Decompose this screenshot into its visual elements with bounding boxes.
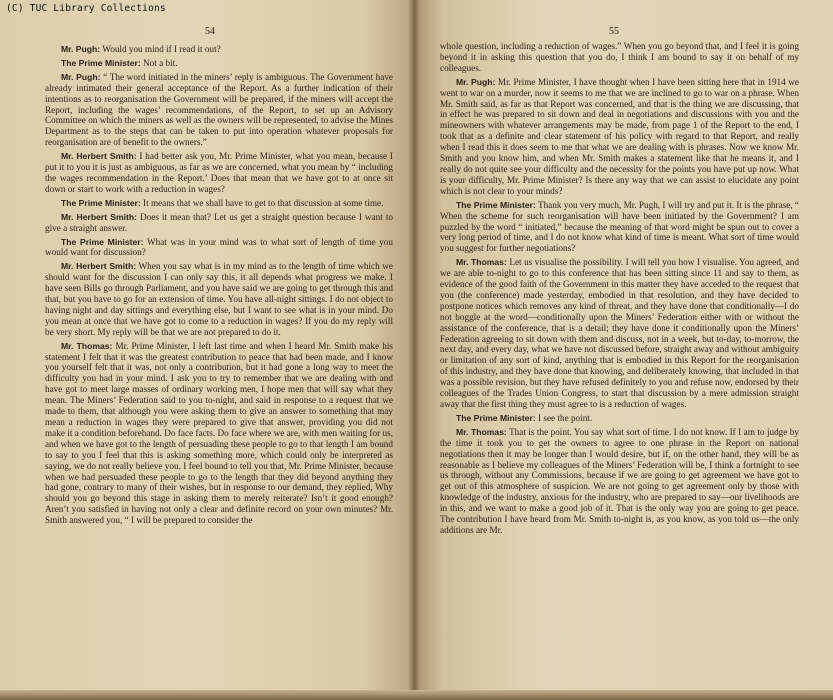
paragraph-text: Mr. Prime Minister, I left last time and when I heard Mr. Smith make his statement I felt that it was the greatest contribution to peace that had been made, and I know you yourself felt that it was, not only a contribution, but it had gone a long way to meet the difficulty you had in your mind. I ask you to try to remember that we are dealing with and have got to meet large masses of ordinary working men, I hope men that will say what they mean. The Miners’ Federation said to you to-night, and said in response to a request that we made to them, that although you were asking them to give an answer to something that may mean a reduction in wages they were prepared to give that answer, providing you did not make it a condition beforehand. Do face facts. Do face where we are, with men waiting for us, and when we have got to the length of persuading these people to go to that length I am bound to say to you I feel that this is asking something more, which could only be interpreted as saying, we do not really believe you. I feel bound to tell you that, Mr. Prime Minister, because when we had persuaded these people to go to the length that they did beyond anything they had gone, contrary to many of their wishes, but in response to our demand, they replied, Why should you go beyond this stage in asking them to merely reiterate? Isn’t it good enough? Aren’t you satisfied in having not only a clear and definite record on your own minutes? Mr. Smith answered you, “ I will be prepared to consider the [45,340,393,526]
speaker-name: Mr. Thomas: [456,257,507,268]
book-gutter [408,0,420,700]
paragraph-text: Not a bit. [140,57,178,68]
paragraph [440,200,799,255]
paragraph [45,44,393,55]
paragraph [440,413,799,424]
paragraph [440,427,799,536]
paragraph-text: Mr. Prime Minister, I have thought when I have been sitting here that in 1914 we went to war on a murder, now it seems to me that we are inclined to go to war on a phrase. When Mr. Smith said, as far as that Report was concerned, and that is the thing we are discussing, that in effect he was prepared to sit down and deal in negotiations and discussions with you and the mineowners with whatever arrangements may be made, from page 1 of the Report to the end, I took that as a definite and clear statement of his policy with regard to that Report, and really when I read this it does seem to me that what we are dealing with is phrases. Now we know Mr. Smith and you know him, and when Mr. Smith makes a statement like that he means it, and I really do not quite see your difficulty and the necessity for the points you have put up now. What is your difficulty, Mr. Prime Minister? Is there any way that we can assist to elucidate any point which is not clear to your minds? [440,76,799,196]
paragraph [45,261,393,337]
speaker-name: Mr. Thomas: [456,426,507,437]
page-bottom-edge [0,690,833,700]
speaker-name: Mr. Herbert Smith: [61,151,137,162]
paragraph-text: Does it mean that? Let us get a straight question because I want to give a straight answer. [45,211,393,233]
speaker-name: Mr. Herbert Smith: [61,211,137,222]
paragraph [45,72,393,148]
paragraph-text: I had better ask you, Mr. Prime Minister, what you mean, because I put it to you it is just as ambiguous, as far as we are concerned, what you mean by “ including the wages recommendation in the Report.’ Does that mean that we have got to at once sit down or start to work with a reduction in wages? [45,151,393,194]
speaker-name: Mr. Thomas: [61,340,113,351]
speaker-name: The Prime Minister: [456,199,536,210]
paragraph [440,41,799,74]
speaker-name: Mr. Pugh: [61,44,101,54]
paragraph-text: It means that we shall have to get to that discussion at some time. [140,197,384,208]
paragraph-text: Would you mind if I read it out? [100,44,221,54]
speaker-name: The Prime Minister: [456,412,536,423]
paragraph [440,257,799,410]
speaker-name: Mr. Pugh: [456,76,496,87]
page-number-left: 54 [205,26,215,37]
paragraph [45,198,393,209]
paragraph-text: When you say what is in my mind as to the length of time which we should want for the discussion I can only say this, it all depends what progress we make. I have seen Bills go through Parliament, and you have said we are going to get through this and that, but you have to go for an extension of time. You have all-night sittings. I do not object to having night and day sittings and everything else, but I want to see what is in your mind. Do you mean at once that we have got to come to a reduction in wages? If you do my reply will be very short. My reply will be that we are not prepared to do it. [45,261,393,337]
paragraph-text: Thank you very much, Mr. Pugh, I will try and put it. It is the phrase, “ When the scheme for such reorganisation will have been initiated by the Government? I am puzzled by the word “ initiated,” because the meaning of that word might be spun out to cover a very long period of time, and I do not know what kind of time is meant. What sort of time would you suggest for further negotiations? [440,199,799,254]
paragraph-text: “ The word initiated in the miners’ reply is ambiguous. The Government have already intimated their general acceptance of the Report. As a further indication of their intentions as to reorganisation the Government will be prepared, if the miners will accept the Report, including the wages’ recommendations, of the Report, to set up an Advisory Committee on which the miners as well as the owners will be represented, to advise the Mines Department as to the steps that can be taken to put into operation whatever proposals for reorganisation are of benefit to the owners.” [45,71,393,148]
paragraph [45,341,393,526]
paragraph [45,58,393,69]
speaker-name: The Prime Minister: [61,197,141,208]
paragraph [45,151,393,195]
paragraph [45,212,393,234]
left-page-text [45,44,393,529]
paragraph-text: I see the point. [535,412,593,423]
right-page-text [440,41,799,539]
paragraph [45,237,393,259]
speaker-name: The Prime Minister: [61,236,144,247]
right-page [414,0,833,700]
speaker-name: Mr. Herbert Smith: [61,261,137,272]
paragraph-text: What was in your mind was to what sort of length of time you would want for discussion? [45,236,393,258]
left-page [0,0,414,700]
speaker-name: Mr. Pugh: [61,71,101,82]
paragraph-text: Let us visualise the possibility. I will tell you how I visualise. You agreed, and we are able to-night to go to this conference that has been sitting since 11 and say to them, as evidence of the good faith of the Government in this matter they have acceded to the request that you (the conference) made yesterday, embodied in that resolution, and they have decided to postpone notices which removes any kind of threat, and they have done that conditionally—I do not boggle at the word—conditionally upon the Miners’ Federation either with or without the assistance of the conference, that is a detail; they have done it conditionally upon the Miners’ Federation agreeing to sit down with them and discuss, not in a week, but to-day, to-morrow, the next day, and every day, what we have not discussed before, straight away and without ambiguity or limitation of any sort of kind, anything that is embodied in this Report for the reorganisation of this industry, and they have done that knowing, and deliberately knowing, that included in that was a possible revision, but they have refused definitely to you and refuse now, endorsed by their colleagues of the Trades Union Congress, to start that discussion by a mere admission straight away that the first thing they must agree to is a reduction of wages. [440,257,799,409]
page-number-right: 55 [609,26,619,37]
paragraph [440,77,799,197]
paragraph-text: That is the point. You say what sort of time. I do not know. If I am to judge by the time it took you to get the owners to agree to one phrase in the Report on national negotiations then it may be longer than I would desire, but if, on the other hand, they will be as reasonable as I believe my colleagues of the Miners’ Federation will be, I think a fortnight to see us through, without any Commissions, because if we are going to get agreement we have got to get out of this atmosphere of suspicion. We are not going to get agreement only by those with knowledge of the industry, anxious for the industry, who are prepared to say—our livelihoods are in this, and we want to make a good job of it. That is the only way you are going to get peace. The contribution I have heard from Mr. Smith to-night is, as you know, as you told us—the only additions are Mr. [440,426,799,535]
paragraph-text: whole question, including a reduction of wages.” When you go beyond that, and I feel it is going beyond it in asking this question that you do, I think I am bound to say it on behalf of my colleagues. [440,41,799,73]
speaker-name: The Prime Minister: [61,57,141,68]
copyright-notice: (C) TUC Library Collections [6,3,166,14]
